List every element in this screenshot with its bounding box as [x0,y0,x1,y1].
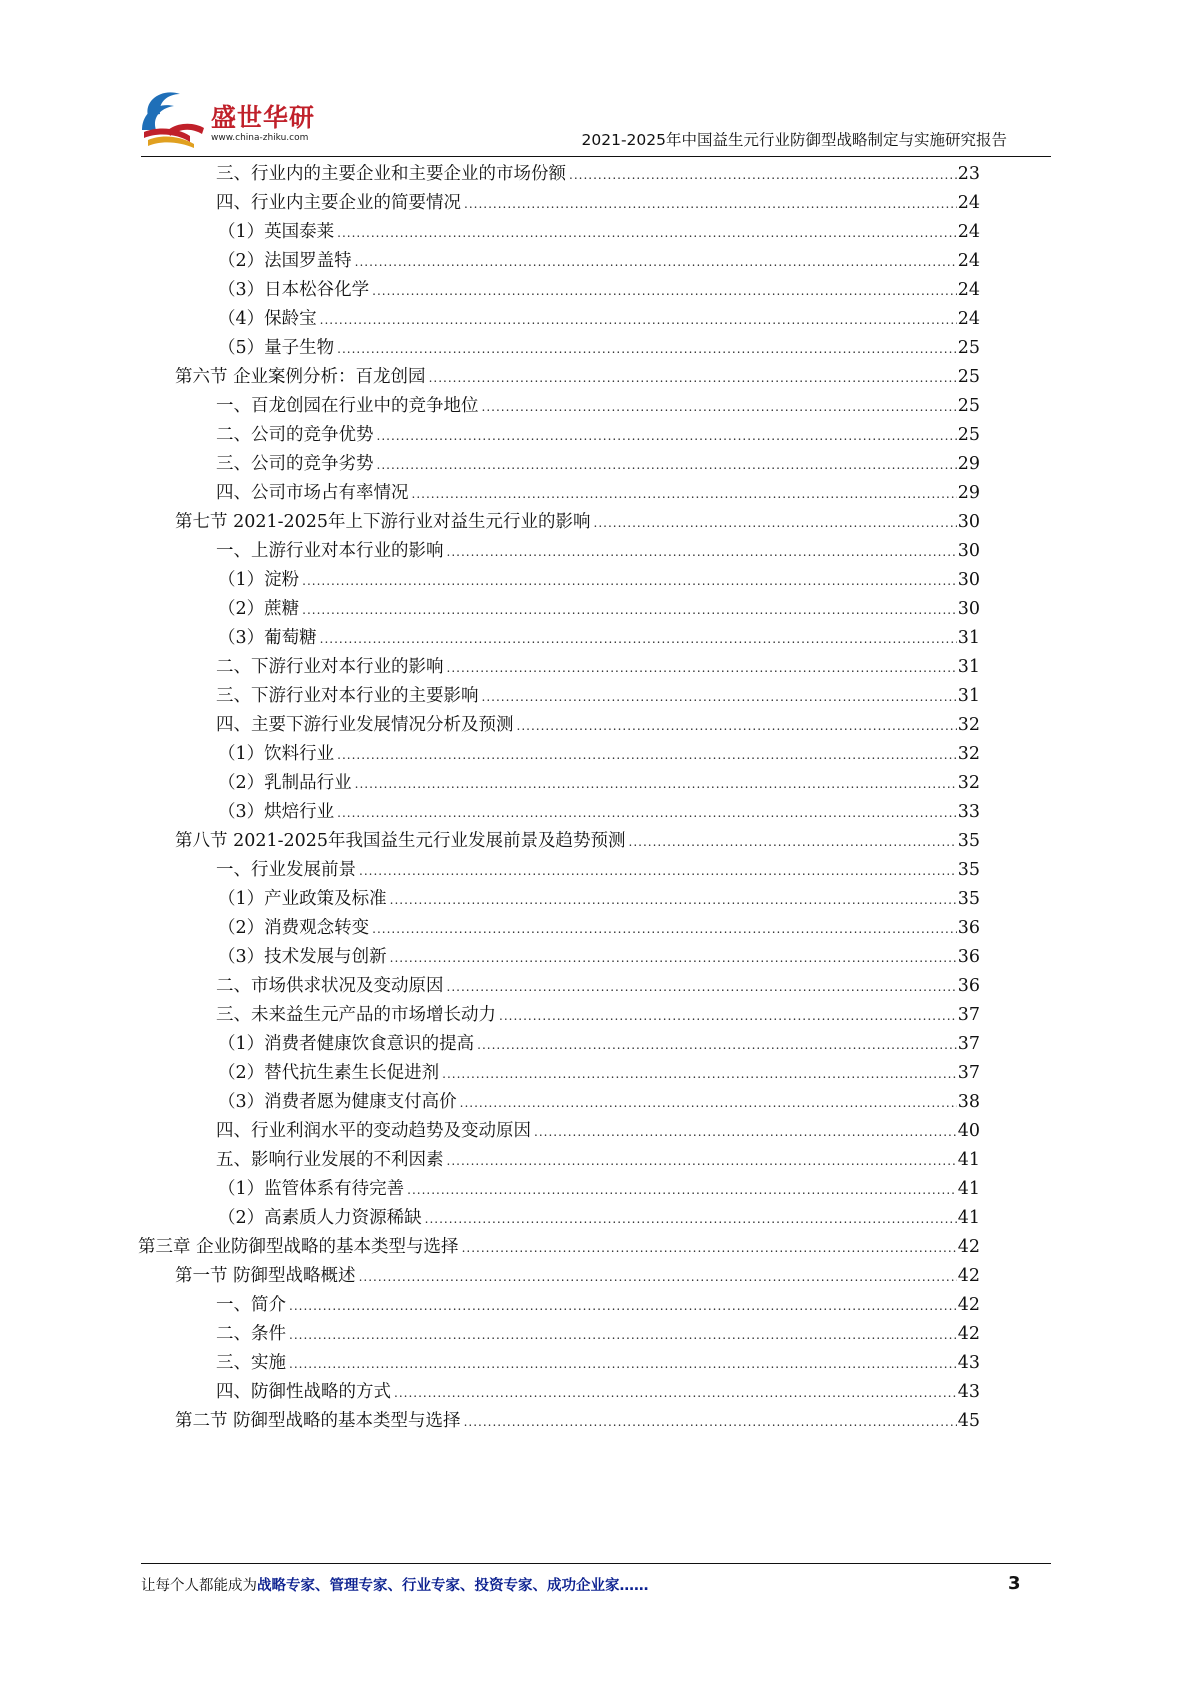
toc-entry[interactable] [216,1377,980,1408]
toc-entry[interactable] [175,507,980,538]
toc-entry[interactable] [218,246,980,277]
toc-entry[interactable] [218,739,980,770]
toc-entry-label: 二、条件 [216,1324,286,1344]
toc-entry[interactable] [138,1232,980,1263]
toc-entry[interactable] [216,855,980,886]
toc-leader-dots [447,972,957,1003]
toc-entry-label: 第三章 企业防御型战略的基本类型与选择 [138,1237,459,1257]
footer-slogan-highlight: 战略专家、管理专家、行业专家、投资专家、成功企业家…… [257,1578,649,1594]
toc-entry[interactable] [216,1348,980,1379]
toc-leader-dots [289,1349,957,1380]
toc-entry[interactable] [216,159,980,190]
toc-entry-page: 42 [957,1237,980,1257]
toc-leader-dots [412,479,957,510]
toc-entry-page: 36 [957,918,980,938]
toc-entry-label: 一、上游行业对本行业的影响 [216,541,444,561]
toc-entry-label: 一、百龙创园在行业中的竞争地位 [216,396,479,416]
toc-entry[interactable] [216,681,980,712]
toc-leader-dots [372,276,957,307]
toc-leader-dots [390,943,957,974]
toc-entry[interactable] [216,449,980,480]
toc-entry-label: 五、影响行业发展的不利因素 [216,1150,444,1170]
toc-entry[interactable] [216,391,980,422]
toc-entry-page: 32 [957,715,980,735]
toc-entry-label: （3）烘焙行业 [218,802,335,822]
toc-entry-page: 32 [957,744,980,764]
toc-entry-label: 一、行业发展前景 [216,860,356,880]
toc-leader-dots [337,334,957,365]
toc-entry-page: 31 [957,657,980,677]
toc-entry-label: 三、未来益生元产品的市场增长动力 [216,1005,496,1025]
toc-entry[interactable] [218,1174,980,1205]
toc-leader-dots [337,218,957,249]
toc-entry-label: 二、下游行业对本行业的影响 [216,657,444,677]
toc-entry-page: 41 [957,1208,980,1228]
toc-entry[interactable] [218,1203,980,1234]
toc-entry-label: 四、防御性战略的方式 [216,1382,391,1402]
footer-slogan-prefix: 让每个人都能成为 [141,1578,257,1594]
toc-entry-label: 第一节 防御型战略概述 [175,1266,356,1286]
toc-entry-page: 25 [957,367,980,387]
toc-entry[interactable] [175,362,980,393]
toc-entry[interactable] [218,768,980,799]
toc-leader-dots [429,363,957,394]
toc-entry-label: 三、行业内的主要企业和主要企业的市场份额 [216,164,566,184]
toc-leader-dots [372,914,957,945]
toc-leader-dots [499,1001,957,1032]
toc-entry-page: 24 [957,251,980,271]
toc-entry-page: 36 [957,976,980,996]
toc-entry-page: 24 [957,222,980,242]
toc-leader-dots [464,1407,957,1438]
toc-entry-page: 30 [957,599,980,619]
toc-leader-dots [482,682,957,713]
toc-entry-page: 41 [957,1179,980,1199]
brand-url: www.china-zhiku.com [211,133,309,143]
toc-entry-label: 第七节 2021-2025年上下游行业对益生元行业的影响 [175,512,591,532]
toc-entry[interactable] [218,1029,980,1060]
toc-leader-dots [425,1204,957,1235]
toc-entry-page: 25 [957,396,980,416]
brand-name: 盛世华研 [211,103,316,132]
toc-entry-page: 24 [957,280,980,300]
toc-leader-dots [447,653,957,684]
toc-leader-dots [337,740,957,771]
toc-entry[interactable] [218,942,980,973]
toc-entry-label: （2）蔗糖 [218,599,300,619]
toc-entry[interactable] [175,826,980,857]
toc-entry-page: 45 [957,1411,980,1431]
toc-entry-page: 29 [957,454,980,474]
toc-entry-label: （2）消费观念转变 [218,918,370,938]
toc-entry-page: 25 [957,338,980,358]
toc-entry-page: 24 [957,309,980,329]
toc-entry-label: 三、下游行业对本行业的主要影响 [216,686,479,706]
toc-entry-label: 四、行业内主要企业的简要情况 [216,193,461,213]
toc-entry-label: （3）消费者愿为健康支付高价 [218,1092,457,1112]
toc-entry-label: （2）高素质人力资源稀缺 [218,1208,422,1228]
toc-leader-dots [594,508,957,539]
toc-leader-dots [355,769,957,800]
toc-entry-label: （3）葡萄糖 [218,628,317,648]
toc-entry[interactable] [218,565,980,596]
toc-entry[interactable] [218,333,980,364]
toc-entry-page: 29 [957,483,980,503]
toc-entry-page: 36 [957,947,980,967]
toc-entry[interactable] [218,797,980,828]
toc-leader-dots [442,1059,957,1090]
toc-leader-dots [289,1320,957,1351]
toc-leader-dots [320,624,957,655]
toc-entry[interactable] [216,710,980,741]
toc-leader-dots [289,1291,957,1322]
toc-entry-page: 31 [957,628,980,648]
toc-entry-page: 30 [957,512,980,532]
toc-entry-label: 一、简介 [216,1295,286,1315]
toc-entry-page: 35 [957,831,980,851]
toc-leader-dots [337,798,957,829]
toc-entry-page: 32 [957,773,980,793]
toc-entry-label: 第二节 防御型战略的基本类型与选择 [175,1411,461,1431]
toc-leader-dots [482,392,957,423]
toc-entry-label: （5）量子生物 [218,338,335,358]
toc-entry-label: （1）饮料行业 [218,744,335,764]
toc-entry-label: （1）英国泰莱 [218,222,335,242]
page-header [0,0,1191,160]
toc-leader-dots [355,247,957,278]
toc-entry[interactable] [216,188,980,219]
toc-entry[interactable] [218,275,980,306]
toc-entry-label: （2）法国罗盖特 [218,251,352,271]
toc-entry-page: 33 [957,802,980,822]
toc-entry-label: 三、实施 [216,1353,286,1373]
toc-entry[interactable] [216,1000,980,1031]
toc-entry[interactable] [218,913,980,944]
toc-entry-page: 43 [957,1382,980,1402]
toc-entry-page: 23 [957,164,980,184]
toc-leader-dots [394,1378,957,1409]
toc-entry-page: 42 [957,1324,980,1344]
toc-entry-page: 35 [957,889,980,909]
toc-leader-dots [377,421,957,452]
toc-entry[interactable] [216,1290,980,1321]
toc-entry-page: 38 [957,1092,980,1112]
toc-entry-page: 37 [957,1005,980,1025]
toc-entry-page: 42 [957,1295,980,1315]
report-title: 2021-2025年中国益生元行业防御型战略制定与实施研究报告 [581,131,1007,149]
toc-leader-dots [447,1146,957,1177]
toc-entry-page: 37 [957,1063,980,1083]
toc-entry-label: 第八节 2021-2025年我国益生元行业发展前景及趋势预测 [175,831,626,851]
toc-entry-label: （1）产业政策及标准 [218,889,387,909]
toc-leader-dots [477,1030,957,1061]
toc-entry[interactable] [216,971,980,1002]
toc-leader-dots [534,1117,957,1148]
toc-entry-page: 30 [957,570,980,590]
toc-entry[interactable] [216,536,980,567]
toc-entry-label: （2）替代抗生素生长促进剂 [218,1063,440,1083]
toc-entry[interactable] [175,1261,980,1292]
toc-entry[interactable] [218,217,980,248]
toc-entry-page: 25 [957,425,980,445]
toc-leader-dots [447,537,957,568]
toc-entry[interactable] [218,1087,980,1118]
toc-entry-label: （3）日本松谷化学 [218,280,370,300]
toc-entry[interactable] [218,594,980,625]
toc-leader-dots [407,1175,957,1206]
toc-leader-dots [462,1233,957,1264]
toc-entry-label: （1）消费者健康饮食意识的提高 [218,1034,475,1054]
toc-entry-page: 31 [957,686,980,706]
toc-entry[interactable] [218,1058,980,1089]
toc-entry-label: （4）保龄宝 [218,309,317,329]
toc-entry-label: 第六节 企业案例分析：百龙创园 [175,367,426,387]
header-divider [141,156,1051,157]
toc-entry-label: 二、市场供求状况及变动原因 [216,976,444,996]
toc-leader-dots [377,450,957,481]
toc-leader-dots [569,160,957,191]
toc-leader-dots [464,189,957,220]
toc-entry-page: 37 [957,1034,980,1054]
toc-entry[interactable] [216,478,980,509]
toc-entry-label: 四、公司市场占有率情况 [216,483,409,503]
toc-entry-label: 三、公司的竞争劣势 [216,454,374,474]
page-number: 3 [1008,1573,1021,1594]
toc-entry-label: 二、公司的竞争优势 [216,425,374,445]
toc-entry-page: 43 [957,1353,980,1373]
toc-entry-label: 四、主要下游行业发展情况分析及预测 [216,715,514,735]
toc-entry[interactable] [216,420,980,451]
toc-entry-label: 四、行业利润水平的变动趋势及变动原因 [216,1121,531,1141]
toc-entry-label: （3）技术发展与创新 [218,947,387,967]
toc-leader-dots [302,595,957,626]
toc-entry-page: 42 [957,1266,980,1286]
toc-entry-page: 41 [957,1150,980,1170]
footer-divider [141,1563,1051,1564]
toc-entry[interactable] [218,884,980,915]
toc-entry-page: 30 [957,541,980,561]
toc-entry-label: （1）监管体系有待完善 [218,1179,405,1199]
toc-entry[interactable] [216,1116,980,1147]
toc-leader-dots [359,1262,957,1293]
toc-entry-label: （2）乳制品行业 [218,773,352,793]
toc-entry[interactable] [216,1319,980,1350]
toc-leader-dots [390,885,957,916]
footer-slogan [141,1574,649,1595]
toc-entry[interactable] [175,1406,980,1437]
toc-leader-dots [460,1088,957,1119]
toc-entry[interactable] [216,652,980,683]
toc-leader-dots [320,305,957,336]
toc-entry-label: （1）淀粉 [218,570,300,590]
toc-leader-dots [517,711,957,742]
toc-entry[interactable] [218,304,980,335]
toc-entry-page: 35 [957,860,980,880]
toc-leader-dots [302,566,957,597]
toc-leader-dots [629,827,957,858]
toc-entry-page: 40 [957,1121,980,1141]
toc-entry[interactable] [216,1145,980,1176]
toc-entry[interactable] [218,623,980,654]
toc-leader-dots [359,856,957,887]
toc-entry-page: 24 [957,193,980,213]
